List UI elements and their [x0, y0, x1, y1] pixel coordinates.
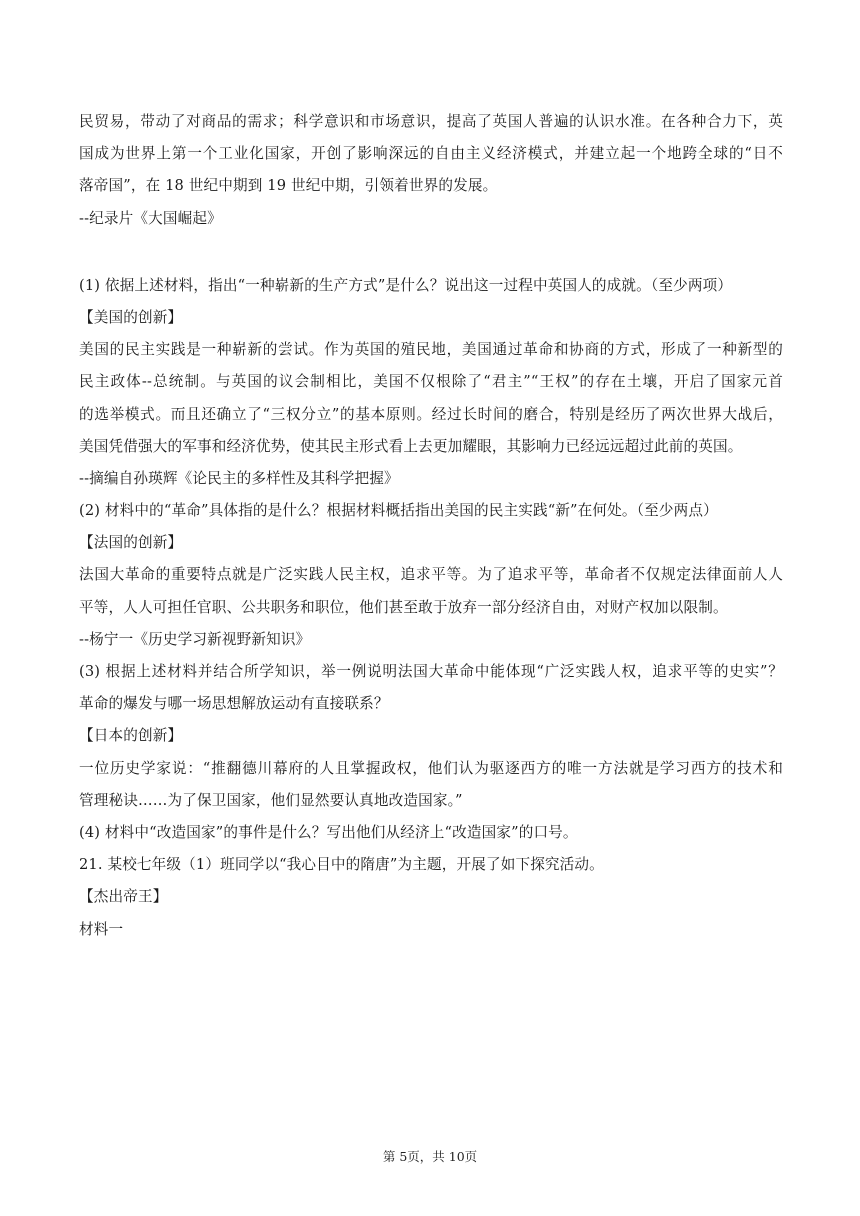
question-4: (4) 材料中“改造国家”的事件是什么？写出他们从经济上“改造国家”的口号。	[79, 823, 578, 841]
document-body	[79, 108, 783, 948]
paragraph-line: 美国的民主实践是一种崭新的尝试。作为英国的殖民地，美国通过革命和协商的方式，形成了一种新型的	[79, 341, 783, 359]
section-heading-us: 【美国的创新】	[79, 308, 183, 326]
paragraph-line: 法国大革命的重要特点就是广泛实践人民主权，追求平等。为了追求平等，革命者不仅规定法律面前人人	[79, 566, 783, 584]
paragraph-line: 美国凭借强大的军事和经济优势，使其民主形式看上去更加耀眼，其影响力已经远远超过此前的英国。	[79, 437, 743, 455]
paragraph-line: 一位历史学家说：“推翻德川幕府的人且掌握政权，他们认为驱逐西方的唯一方法就是学习西方的技术和	[79, 759, 783, 777]
paragraph-line: 民主政体--总统制。与英国的议会制相比，美国不仅根除了“君主”“王权”的存在土壤，开启了国家元首	[79, 373, 783, 391]
material-label: 材料一	[79, 920, 124, 938]
source-citation: --杨宁一《历史学习新视野新知识》	[79, 630, 311, 648]
source-citation: --摘编自孙瑛辉《论民主的多样性及其科学把握》	[79, 469, 399, 487]
paragraph-line: 落帝国”，在 18 世纪中期到 19 世纪中期，引领着世界的发展。	[79, 177, 498, 195]
question-2: (2) 材料中的“革命”具体指的是什么？根据材料概括指出美国的民主实践“新”在何处。（至少两点）	[79, 502, 718, 520]
paragraph-line: 民贸易，带动了对商品的需求；科学意识和市场意识，提高了英国人普遍的认识水准。在各种合力下，英	[79, 113, 783, 130]
question-3-continued: 革命的爆发与哪一场思想解放运动有直接联系？	[79, 695, 389, 713]
source-citation: --纪录片《大国崛起》	[79, 209, 222, 227]
section-heading-france: 【法国的创新】	[79, 534, 183, 552]
section-heading-emperors: 【杰出帝王】	[79, 888, 168, 906]
paragraph-line: 国成为世界上第一个工业化国家，开创了影响深远的自由主义经济模式，并建立起一个地跨全球的“日不	[79, 145, 783, 163]
question-3: (3) 根据上述材料并结合所学知识，举一例说明法国大革命中能体现“广泛实践人权，追求平等的史实”？	[79, 663, 783, 680]
paragraph-line: 平等，人人可担任官职、公共职务和职位，他们甚至敢于放弃一部分经济自由，对财产权加以限制。	[79, 598, 728, 616]
section-heading-japan: 【日本的创新】	[79, 727, 183, 745]
question-1: (1) 依据上述材料，指出“一种崭新的生产方式”是什么？说出这一过程中英国人的成就。（至少两项）	[79, 276, 733, 294]
page-number: 第 5页，共 10页	[382, 1149, 478, 1164]
paragraph-line: 管理秘诀……为了保卫国家，他们显然要认真地改造国家。”	[79, 791, 463, 809]
blank-gap	[79, 237, 783, 272]
question-21: 21. 某校七年级（1）班同学以“我心目中的隋唐”为主题，开展了如下探究活动。	[79, 856, 604, 874]
paragraph-line: 的选举模式。而且还确立了“三权分立”的基本原则。经过长时间的磨合，特别是经历了两次世界大战后，	[79, 405, 783, 423]
